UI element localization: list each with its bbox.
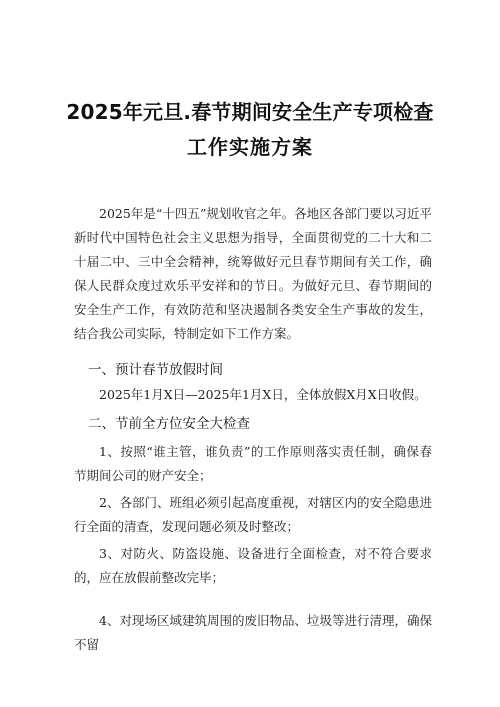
check-item-3: 3、对防火、防盗设施、设备进行全面检查，对不符合要求的，应在放假前整改完毕； <box>74 546 432 585</box>
check-item-4: 4、对现场区域建筑周围的废旧物品、垃圾等进行清理，确保不留 <box>74 613 432 652</box>
intro-paragraph: 2025年是“十四五”规划收官之年。各地区各部门要以习近平新时代中国特色社会主义思想为指导，全面贯彻党的二十大和二十届二中、三中全会精神，统筹做好元旦春节期间有关工作，确保人民群众度过欢乐平安祥和的节日。为做好元旦、春节期间的安全生产工作，有效防范和坚决遏制各类安全生产事故的发生，结合我公司实际，特制定如下工作方案。 <box>74 206 432 341</box>
section1-heading: 一、预计春节放假时间 <box>88 362 223 378</box>
check-item-1: 1、按照“谁主管，谁负责”的工作原则落实责任制，确保春节期间公司的财产安全； <box>74 444 432 483</box>
check-item-2: 2、各部门、班组必须引起高度重视，对辖区内的安全隐患进行全面的清查，发现问题必须及时整改； <box>74 495 432 534</box>
document-title-line1: 2025年元旦.春节期间安全生产专项检查 <box>66 100 434 124</box>
section2-heading: 二、节前全方位安全大检查 <box>88 416 250 432</box>
document-title-line2: 工作实施方案 <box>187 135 313 159</box>
holiday-dates-text: 2025年1月X日—2025年1月X日，全体放假X月X日收假。 <box>99 387 427 402</box>
